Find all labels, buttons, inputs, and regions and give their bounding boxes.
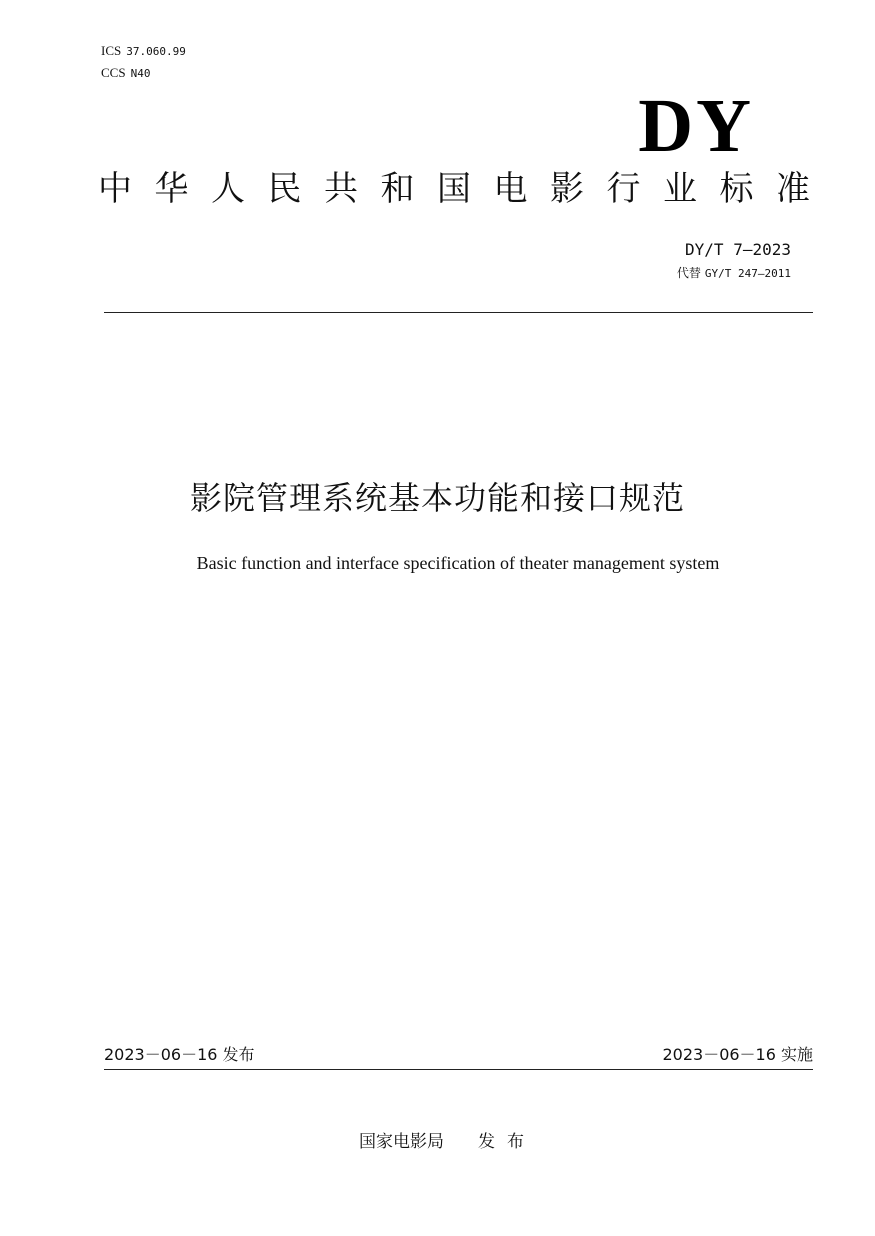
- industry-char: 行: [606, 169, 641, 209]
- implementation-date: 2023－06－16 实施: [662, 1045, 813, 1064]
- issuer-verb: 发布: [478, 1132, 536, 1152]
- title-english: Basic function and interface specification of theater management system: [196, 553, 720, 573]
- industry-char: 业: [663, 169, 697, 209]
- standard-number: DY/T 7—2023: [685, 240, 791, 259]
- issuer: [0, 1130, 875, 1154]
- title-chinese: 影院管理系统基本功能和接口规范: [189, 479, 685, 517]
- ccs-value: N40: [130, 67, 151, 80]
- standard-number-block: [677, 239, 791, 284]
- industry-standard-name: [98, 166, 810, 212]
- industry-char: 人: [211, 169, 245, 209]
- industry-char: 标: [719, 169, 754, 209]
- footer-divider: [104, 1069, 813, 1070]
- replaces-value: GY/T 247—2011: [704, 267, 791, 280]
- dy-logo: DY: [638, 84, 754, 168]
- ics-code-row: [101, 40, 186, 62]
- industry-char: 华: [154, 169, 189, 209]
- header-divider: [104, 312, 813, 313]
- ics-label: ICS: [101, 43, 122, 58]
- industry-char: 和: [380, 169, 415, 209]
- issuer-name: 国家电影局: [359, 1132, 444, 1152]
- industry-char: 国: [437, 169, 471, 209]
- industry-char: 共: [324, 169, 358, 209]
- replaces-label: 代替: [676, 266, 701, 280]
- replaces-standard: [677, 263, 791, 284]
- release-date: 2023－06－16 发布: [104, 1045, 255, 1064]
- industry-char: 准: [776, 169, 810, 209]
- industry-char: 中: [98, 169, 132, 209]
- ccs-code-row: [101, 62, 186, 84]
- industry-char: 民: [267, 169, 302, 209]
- ccs-label: CCS: [101, 65, 126, 80]
- industry-char: 影: [550, 169, 584, 209]
- ics-value: 37.060.99: [126, 45, 186, 58]
- classification-codes: [101, 40, 186, 84]
- industry-char: 电: [493, 169, 528, 209]
